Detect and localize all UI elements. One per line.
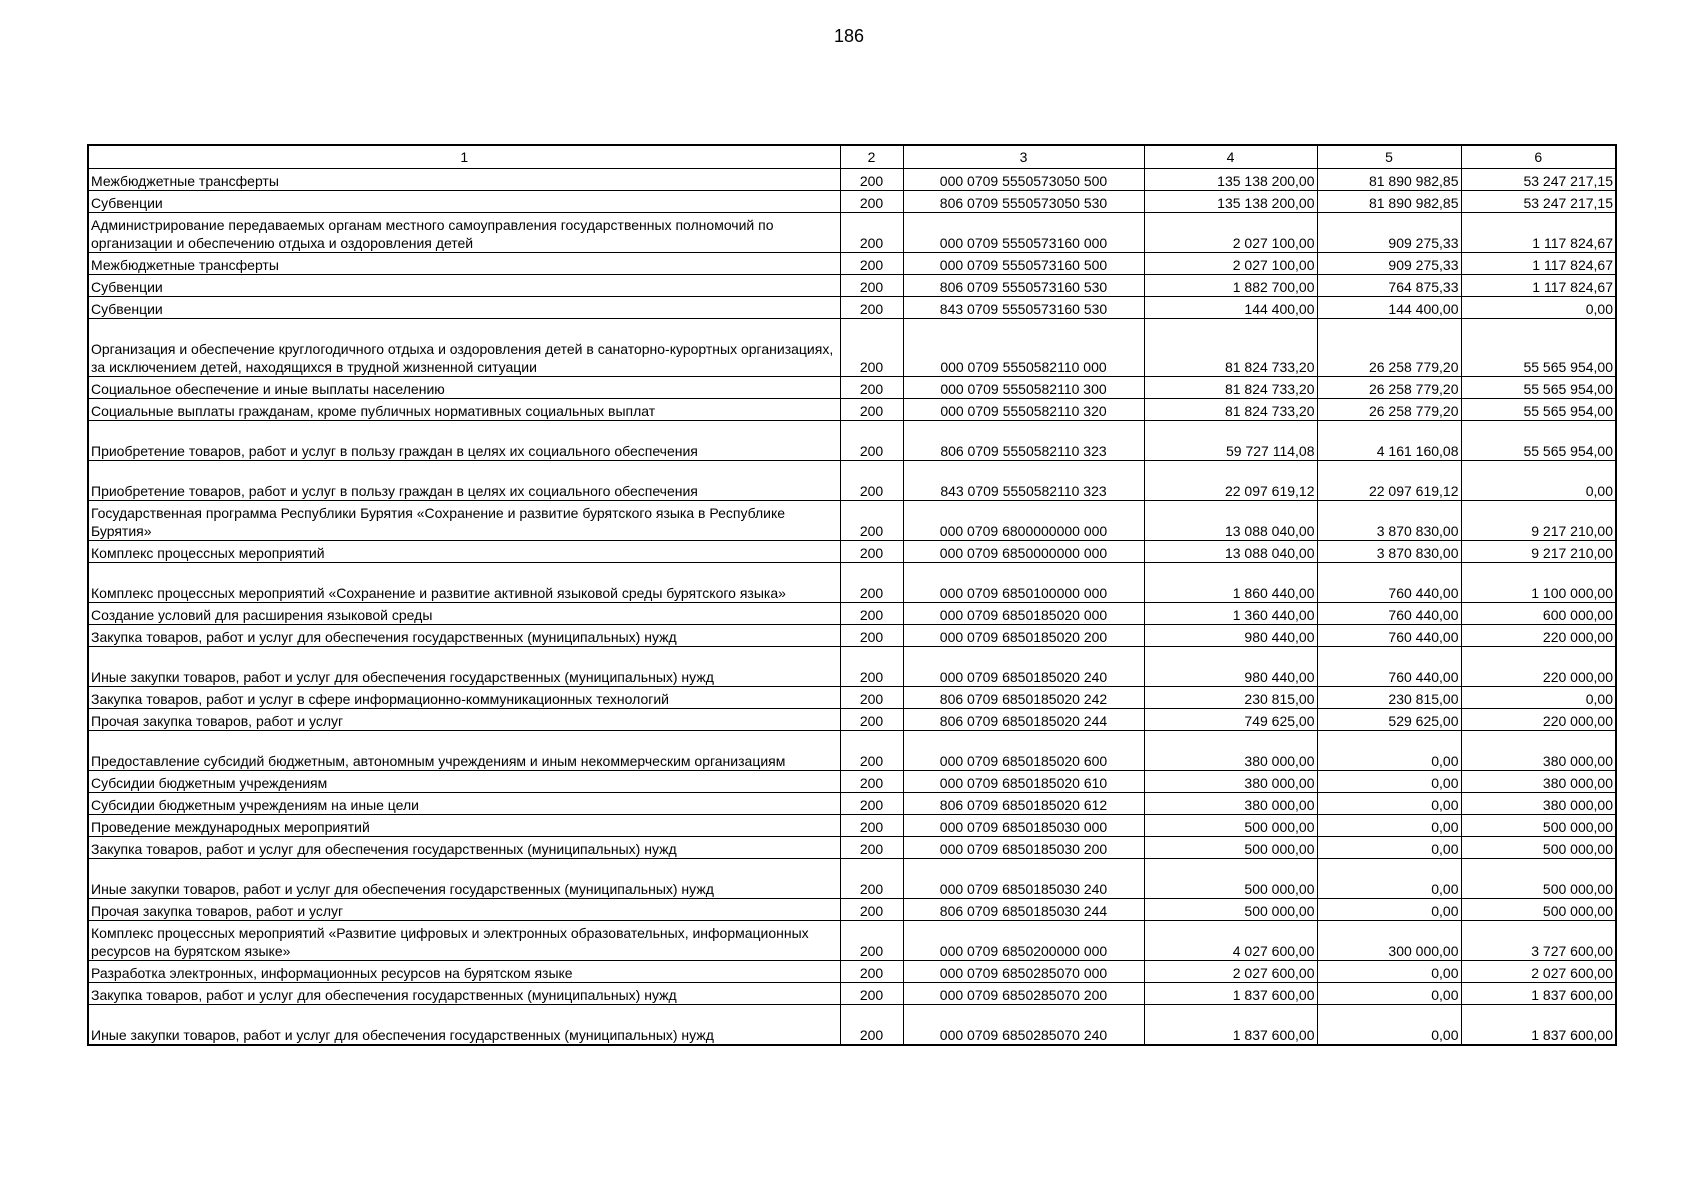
row-name: Межбюджетные трансферты (88, 253, 840, 275)
row-col2: 200 (840, 169, 903, 191)
row-value-4: 144 400,00 (1144, 297, 1317, 319)
row-value-6: 55 565 954,00 (1461, 377, 1616, 399)
row-value-5: 909 275,33 (1317, 213, 1461, 253)
row-value-4: 500 000,00 (1144, 859, 1317, 899)
row-col2: 200 (840, 647, 903, 687)
row-value-5: 760 440,00 (1317, 647, 1461, 687)
row-value-5: 22 097 619,12 (1317, 461, 1461, 501)
table-row (88, 859, 1616, 899)
row-value-6: 1 837 600,00 (1461, 983, 1616, 1005)
row-code: 000 0709 6850285070 000 (903, 961, 1144, 983)
row-col2: 200 (840, 983, 903, 1005)
row-value-6: 53 247 217,15 (1461, 191, 1616, 213)
row-value-6: 55 565 954,00 (1461, 421, 1616, 461)
row-name: Закупка товаров, работ и услуг для обеспечения государственных (муниципальных) нужд (88, 625, 840, 647)
column-header: 5 (1317, 145, 1461, 169)
row-value-6: 500 000,00 (1461, 815, 1616, 837)
row-name: Субсидии бюджетным учреждениям на иные цели (88, 793, 840, 815)
row-code: 000 0709 6850285070 240 (903, 1005, 1144, 1045)
row-value-5: 26 258 779,20 (1317, 377, 1461, 399)
row-name: Прочая закупка товаров, работ и услуг (88, 709, 840, 731)
row-name: Социальные выплаты гражданам, кроме публичных нормативных социальных выплат (88, 399, 840, 421)
row-code: 000 0709 6850185020 200 (903, 625, 1144, 647)
row-name: Закупка товаров, работ и услуг в сфере информационно-коммуникационных технологий (88, 687, 840, 709)
table-row (88, 399, 1616, 421)
row-value-4: 500 000,00 (1144, 815, 1317, 837)
row-value-6: 500 000,00 (1461, 837, 1616, 859)
row-value-5: 0,00 (1317, 793, 1461, 815)
row-value-6: 2 027 600,00 (1461, 961, 1616, 983)
row-code: 000 0709 5550573160 500 (903, 253, 1144, 275)
row-col2: 200 (840, 213, 903, 253)
row-name: Закупка товаров, работ и услуг для обеспечения государственных (муниципальных) нужд (88, 837, 840, 859)
table-row (88, 921, 1616, 961)
row-col2: 200 (840, 253, 903, 275)
row-code: 000 0709 6850185030 000 (903, 815, 1144, 837)
row-col2: 200 (840, 399, 903, 421)
row-value-6: 380 000,00 (1461, 793, 1616, 815)
row-name: Комплекс процессных мероприятий «Развитие цифровых и электронных образовательных, информационных ресурсов на бурятском языке» (88, 921, 840, 961)
row-col2: 200 (840, 319, 903, 377)
row-value-5: 0,00 (1317, 771, 1461, 793)
row-name: Разработка электронных, информационных ресурсов на бурятском языке (88, 961, 840, 983)
row-value-5: 4 161 160,08 (1317, 421, 1461, 461)
row-value-4: 2 027 100,00 (1144, 253, 1317, 275)
row-col2: 200 (840, 541, 903, 563)
row-value-4: 500 000,00 (1144, 837, 1317, 859)
row-value-5: 760 440,00 (1317, 563, 1461, 603)
row-col2: 200 (840, 563, 903, 603)
table-body (88, 169, 1616, 1045)
row-value-6: 1 117 824,67 (1461, 213, 1616, 253)
row-code: 000 0709 6850185030 240 (903, 859, 1144, 899)
table-row (88, 1005, 1616, 1045)
row-col2: 200 (840, 837, 903, 859)
row-value-6: 0,00 (1461, 297, 1616, 319)
row-code: 000 0709 5550582110 300 (903, 377, 1144, 399)
row-name: Субвенции (88, 275, 840, 297)
row-col2: 200 (840, 625, 903, 647)
row-value-5: 300 000,00 (1317, 921, 1461, 961)
row-value-4: 500 000,00 (1144, 899, 1317, 921)
table-row (88, 421, 1616, 461)
row-value-5: 909 275,33 (1317, 253, 1461, 275)
row-value-4: 1 882 700,00 (1144, 275, 1317, 297)
row-value-4: 380 000,00 (1144, 731, 1317, 771)
row-value-4: 380 000,00 (1144, 771, 1317, 793)
table-row (88, 899, 1616, 921)
row-value-5: 0,00 (1317, 859, 1461, 899)
row-name: Государственная программа Республики Бурятия «Сохранение и развитие бурятского языка в Республике Бурятия» (88, 501, 840, 541)
row-value-5: 81 890 982,85 (1317, 169, 1461, 191)
table-row (88, 771, 1616, 793)
row-col2: 200 (840, 687, 903, 709)
row-value-4: 81 824 733,20 (1144, 319, 1317, 377)
row-col2: 200 (840, 421, 903, 461)
row-code: 000 0709 6850185020 240 (903, 647, 1144, 687)
row-value-6: 9 217 210,00 (1461, 501, 1616, 541)
row-col2: 200 (840, 501, 903, 541)
table-row (88, 837, 1616, 859)
row-col2: 200 (840, 297, 903, 319)
row-code: 806 0709 6850185020 242 (903, 687, 1144, 709)
row-value-4: 230 815,00 (1144, 687, 1317, 709)
row-value-6: 53 247 217,15 (1461, 169, 1616, 191)
row-value-5: 26 258 779,20 (1317, 399, 1461, 421)
row-value-4: 22 097 619,12 (1144, 461, 1317, 501)
row-value-6: 1 117 824,67 (1461, 275, 1616, 297)
row-code: 806 0709 6850185020 244 (903, 709, 1144, 731)
row-value-5: 3 870 830,00 (1317, 541, 1461, 563)
row-value-6: 1 100 000,00 (1461, 563, 1616, 603)
row-name: Социальное обеспечение и иные выплаты населению (88, 377, 840, 399)
row-value-4: 81 824 733,20 (1144, 399, 1317, 421)
row-value-4: 13 088 040,00 (1144, 501, 1317, 541)
table-row (88, 709, 1616, 731)
table-row (88, 275, 1616, 297)
row-value-6: 55 565 954,00 (1461, 399, 1616, 421)
row-col2: 200 (840, 377, 903, 399)
row-value-6: 1 117 824,67 (1461, 253, 1616, 275)
row-name: Администрирование передаваемых органам местного самоуправления государственных полномочий по организации и обеспечению отдыха и оздоровления детей (88, 213, 840, 253)
row-value-6: 500 000,00 (1461, 859, 1616, 899)
row-value-6: 1 837 600,00 (1461, 1005, 1616, 1045)
table-row (88, 687, 1616, 709)
row-value-5: 760 440,00 (1317, 625, 1461, 647)
row-value-5: 230 815,00 (1317, 687, 1461, 709)
row-code: 806 0709 5550573160 530 (903, 275, 1144, 297)
row-code: 843 0709 5550582110 323 (903, 461, 1144, 501)
row-name: Комплекс процессных мероприятий (88, 541, 840, 563)
row-value-5: 0,00 (1317, 837, 1461, 859)
row-value-5: 0,00 (1317, 815, 1461, 837)
row-name: Иные закупки товаров, работ и услуг для обеспечения государственных (муниципальных) нужд (88, 859, 840, 899)
row-code: 000 0709 6850185020 000 (903, 603, 1144, 625)
row-name: Создание условий для расширения языковой среды (88, 603, 840, 625)
row-code: 806 0709 6850185020 612 (903, 793, 1144, 815)
row-value-4: 1 837 600,00 (1144, 1005, 1317, 1045)
table-row (88, 541, 1616, 563)
row-col2: 200 (840, 921, 903, 961)
row-code: 806 0709 5550573050 530 (903, 191, 1144, 213)
row-name: Организация и обеспечение круглогодичного отдыха и оздоровления детей в санаторно-курортных организациях, за исключением детей, находящихся в трудной жизненной ситуации (88, 319, 840, 377)
row-name: Иные закупки товаров, работ и услуг для обеспечения государственных (муниципальных) нужд (88, 647, 840, 687)
row-value-5: 26 258 779,20 (1317, 319, 1461, 377)
row-value-4: 980 440,00 (1144, 625, 1317, 647)
row-code: 000 0709 5550573160 000 (903, 213, 1144, 253)
row-name: Комплекс процессных мероприятий «Сохранение и развитие активной языковой среды бурятского языка» (88, 563, 840, 603)
row-value-6: 0,00 (1461, 687, 1616, 709)
row-code: 000 0709 6850185020 610 (903, 771, 1144, 793)
row-col2: 200 (840, 191, 903, 213)
row-col2: 200 (840, 275, 903, 297)
row-value-6: 380 000,00 (1461, 771, 1616, 793)
row-value-4: 2 027 100,00 (1144, 213, 1317, 253)
row-value-6: 55 565 954,00 (1461, 319, 1616, 377)
header-row (88, 145, 1616, 169)
row-value-4: 1 360 440,00 (1144, 603, 1317, 625)
row-value-5: 760 440,00 (1317, 603, 1461, 625)
row-value-4: 1 860 440,00 (1144, 563, 1317, 603)
row-code: 000 0709 6850285070 200 (903, 983, 1144, 1005)
row-col2: 200 (840, 603, 903, 625)
row-col2: 200 (840, 815, 903, 837)
row-code: 000 0709 6850185030 200 (903, 837, 1144, 859)
table-row (88, 319, 1616, 377)
table-row (88, 501, 1616, 541)
row-name: Предоставление субсидий бюджетным, автономным учреждениям и иным некоммерческим организациям (88, 731, 840, 771)
row-value-5: 764 875,33 (1317, 275, 1461, 297)
row-name: Прочая закупка товаров, работ и услуг (88, 899, 840, 921)
row-col2: 200 (840, 859, 903, 899)
row-value-5: 3 870 830,00 (1317, 501, 1461, 541)
row-col2: 200 (840, 731, 903, 771)
row-value-5: 81 890 982,85 (1317, 191, 1461, 213)
row-value-5: 0,00 (1317, 983, 1461, 1005)
row-code: 000 0709 6850200000 000 (903, 921, 1144, 961)
table-row (88, 983, 1616, 1005)
row-value-5: 144 400,00 (1317, 297, 1461, 319)
row-value-5: 0,00 (1317, 961, 1461, 983)
row-value-4: 980 440,00 (1144, 647, 1317, 687)
table-row (88, 603, 1616, 625)
row-code: 806 0709 5550582110 323 (903, 421, 1144, 461)
table-row (88, 815, 1616, 837)
row-name: Субсидии бюджетным учреждениям (88, 771, 840, 793)
row-col2: 200 (840, 961, 903, 983)
table-row (88, 169, 1616, 191)
row-col2: 200 (840, 709, 903, 731)
row-code: 000 0709 6850000000 000 (903, 541, 1144, 563)
column-header: 6 (1461, 145, 1616, 169)
row-value-4: 81 824 733,20 (1144, 377, 1317, 399)
row-col2: 200 (840, 771, 903, 793)
row-value-5: 0,00 (1317, 899, 1461, 921)
table-row (88, 461, 1616, 501)
row-name: Проведение международных мероприятий (88, 815, 840, 837)
row-value-6: 500 000,00 (1461, 899, 1616, 921)
table-row (88, 191, 1616, 213)
row-value-6: 3 727 600,00 (1461, 921, 1616, 961)
row-code: 000 0709 5550582110 320 (903, 399, 1144, 421)
row-value-4: 13 088 040,00 (1144, 541, 1317, 563)
row-value-4: 749 625,00 (1144, 709, 1317, 731)
row-value-4: 4 027 600,00 (1144, 921, 1317, 961)
row-code: 000 0709 6850185020 600 (903, 731, 1144, 771)
row-value-4: 1 837 600,00 (1144, 983, 1317, 1005)
row-name: Субвенции (88, 191, 840, 213)
table-row (88, 961, 1616, 983)
row-value-4: 135 138 200,00 (1144, 169, 1317, 191)
row-value-4: 2 027 600,00 (1144, 961, 1317, 983)
row-value-4: 135 138 200,00 (1144, 191, 1317, 213)
row-value-4: 59 727 114,08 (1144, 421, 1317, 461)
row-value-5: 0,00 (1317, 1005, 1461, 1045)
table-row (88, 377, 1616, 399)
row-value-6: 0,00 (1461, 461, 1616, 501)
row-code: 000 0709 5550582110 000 (903, 319, 1144, 377)
column-header: 1 (88, 145, 840, 169)
page-number: 186 (833, 26, 865, 46)
row-name: Иные закупки товаров, работ и услуг для обеспечения государственных (муниципальных) нужд (88, 1005, 840, 1045)
row-code: 000 0709 6800000000 000 (903, 501, 1144, 541)
table-row (88, 793, 1616, 815)
row-code: 000 0709 5550573050 500 (903, 169, 1144, 191)
row-value-6: 600 000,00 (1461, 603, 1616, 625)
table-row (88, 297, 1616, 319)
row-value-6: 220 000,00 (1461, 709, 1616, 731)
row-name: Субвенции (88, 297, 840, 319)
row-name: Межбюджетные трансферты (88, 169, 840, 191)
row-col2: 200 (840, 899, 903, 921)
column-header: 2 (840, 145, 903, 169)
row-value-5: 0,00 (1317, 731, 1461, 771)
row-name: Приобретение товаров, работ и услуг в пользу граждан в целях их социального обеспечения (88, 461, 840, 501)
table-row (88, 625, 1616, 647)
row-value-6: 9 217 210,00 (1461, 541, 1616, 563)
row-value-4: 380 000,00 (1144, 793, 1317, 815)
row-value-5: 529 625,00 (1317, 709, 1461, 731)
row-value-6: 380 000,00 (1461, 731, 1616, 771)
row-code: 806 0709 6850185030 244 (903, 899, 1144, 921)
column-header: 3 (903, 145, 1144, 169)
table-row (88, 253, 1616, 275)
row-code: 843 0709 5550573160 530 (903, 297, 1144, 319)
table-row (88, 213, 1616, 253)
row-col2: 200 (840, 461, 903, 501)
row-name: Закупка товаров, работ и услуг для обеспечения государственных (муниципальных) нужд (88, 983, 840, 1005)
row-col2: 200 (840, 1005, 903, 1045)
row-value-6: 220 000,00 (1461, 625, 1616, 647)
table-row (88, 563, 1616, 603)
row-code: 000 0709 6850100000 000 (903, 563, 1144, 603)
table-row (88, 731, 1616, 771)
budget-table (87, 144, 1617, 1046)
table-row (88, 647, 1616, 687)
row-name: Приобретение товаров, работ и услуг в пользу граждан в целях их социального обеспечения (88, 421, 840, 461)
column-header: 4 (1144, 145, 1317, 169)
row-col2: 200 (840, 793, 903, 815)
row-value-6: 220 000,00 (1461, 647, 1616, 687)
